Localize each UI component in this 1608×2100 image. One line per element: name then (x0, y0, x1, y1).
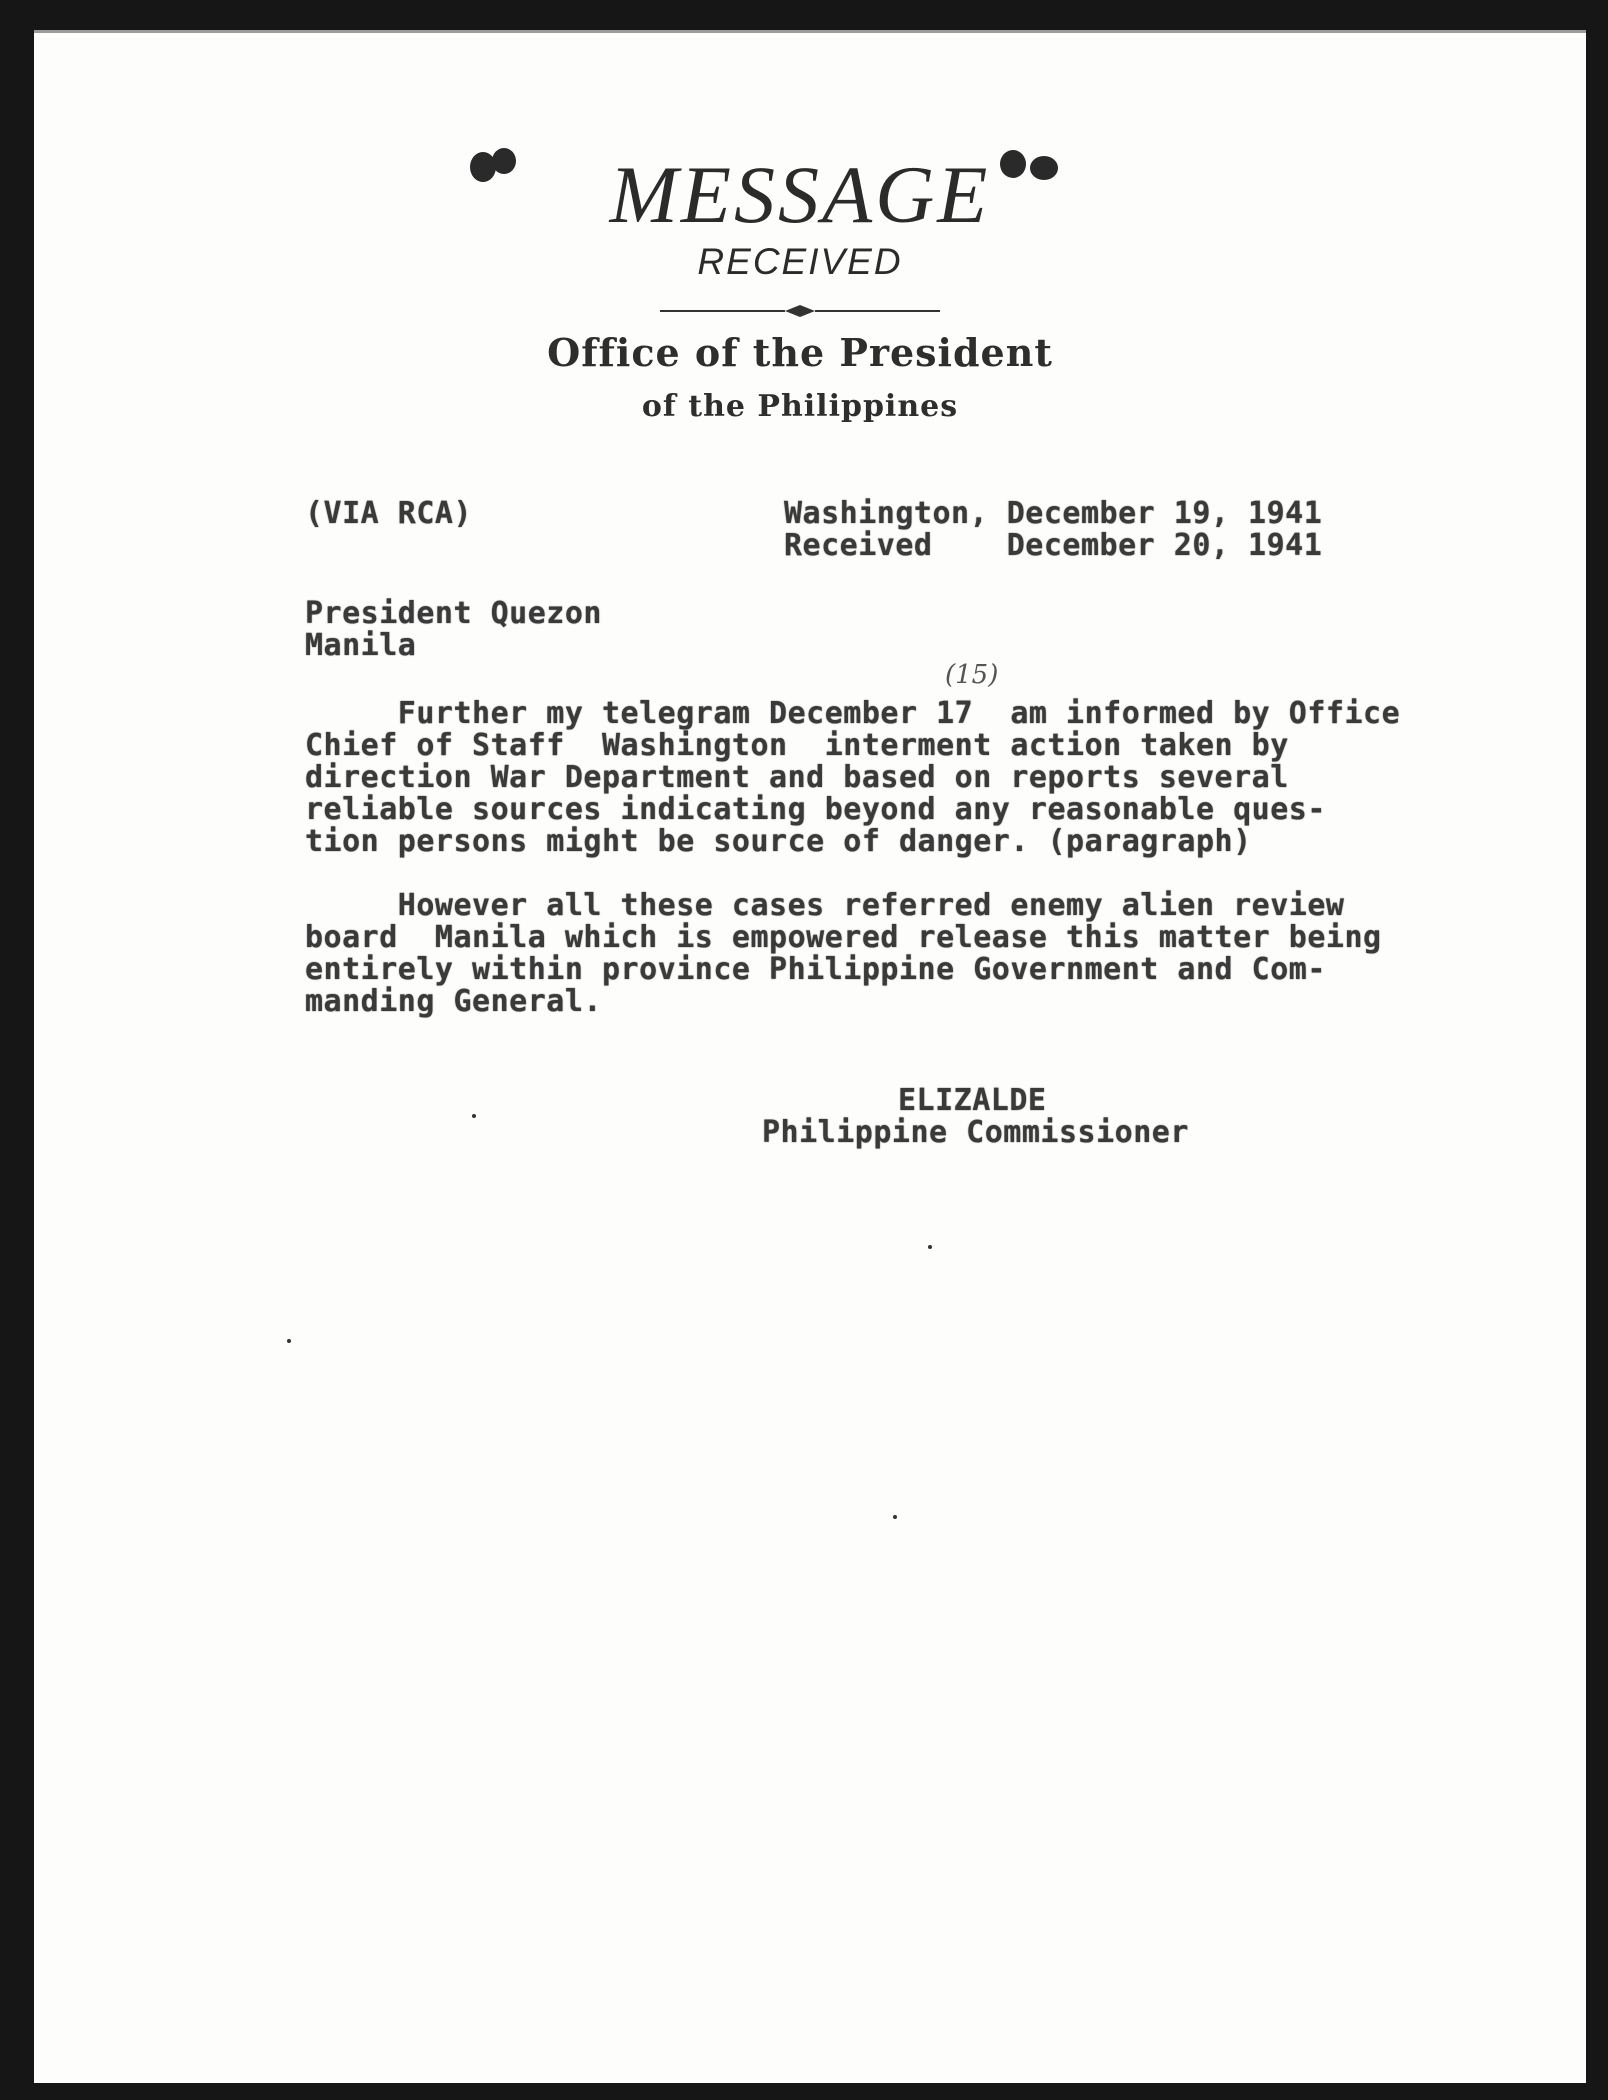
signature-title: Philippine Commissioner (762, 1115, 1189, 1150)
scan-speck (893, 1515, 897, 1519)
body-line: However all these cases referred enemy alien review (305, 888, 1345, 923)
masthead-title: MESSAGE (609, 149, 991, 240)
sent-date: Washington, December 19, 1941 (784, 496, 1323, 531)
addressee-city: Manila (305, 628, 417, 663)
scan-speck (472, 1114, 476, 1118)
ink-blot-left-2 (492, 148, 516, 174)
body-line: entirely within province Philippine Government and Com- (305, 952, 1326, 987)
body-line: reliable sources indicating beyond any reasonable ques- (305, 792, 1326, 827)
body-line: Chief of Staff Washington interment action taken by (305, 728, 1289, 763)
received-date: Received December 20, 1941 (784, 528, 1323, 563)
handwritten-annotation: (15) (945, 660, 999, 690)
body-line: manding General. (305, 984, 602, 1019)
office-name: Office of the President (547, 330, 1053, 375)
body-line: direction War Department and based on reports several (305, 760, 1289, 795)
body-line: board Manila which is empowered release this matter being (305, 920, 1382, 955)
via-line: (VIA RCA) (305, 496, 473, 531)
office-country: of the Philippines (641, 389, 959, 424)
masthead-subtitle: RECEIVED (697, 241, 903, 282)
scan-speck (287, 1339, 291, 1343)
body-line: Further my telegram December 17 am informed by Office (305, 696, 1401, 731)
signature-name: ELIZALDE (898, 1083, 1047, 1118)
addressee-name: President Quezon (305, 596, 602, 631)
body-line: tion persons might be source of danger. (paragraph) (305, 824, 1252, 859)
scan-speck (928, 1245, 932, 1249)
divider-ornament-icon (660, 304, 940, 318)
